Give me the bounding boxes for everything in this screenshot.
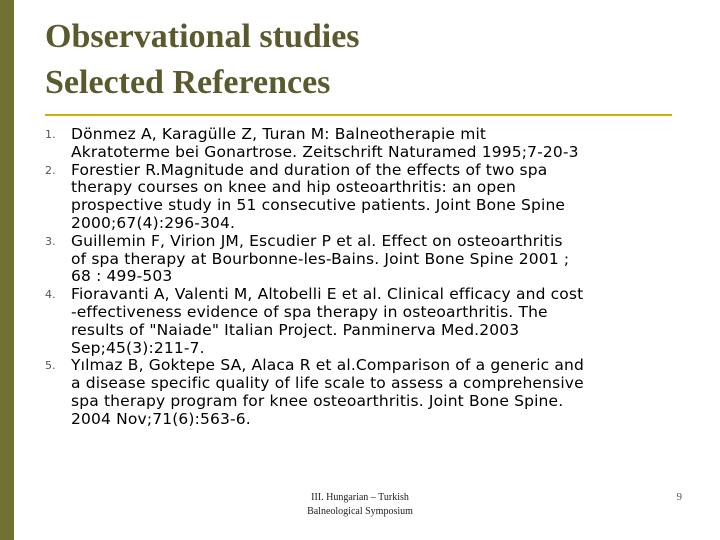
left-accent-bar <box>0 0 14 540</box>
footer-line-1: III. Hungarian – Turkish <box>311 492 409 503</box>
reference-text-line: Dönmez A, Karagülle Z, Turan M: Balneotherapie mit <box>71 125 487 143</box>
footer-line-2: Balneological Symposium <box>307 506 413 517</box>
reference-text-line: Forestier R.Magnitude and duration of the effects of two spa <box>71 160 548 179</box>
reference-text-line: 2004 Nov;71(6):563-6. <box>71 409 251 428</box>
reference-text-line: therapy courses on knee and hip osteoarthritis: an open <box>71 178 516 197</box>
reference-text-line: 2000;67(4):296-304. <box>71 213 236 232</box>
reference-number: 3. <box>45 234 56 248</box>
reference-text-line: -effectiveness evidence of spa therapy in osteoarthritis. The <box>71 302 548 321</box>
reference-text-line: Fioravanti A, Valenti M, Altobelli E et al. Clinical efficacy and cost <box>71 285 584 304</box>
reference-item-4 <box>45 286 675 357</box>
reference-number: 1. <box>45 128 56 141</box>
reference-number: 2. <box>45 163 56 177</box>
reference-item-2 <box>45 162 675 233</box>
reference-text-line: prospective study in 51 consecutive patients. Joint Bone Spine <box>71 196 566 215</box>
reference-text-line: a disease specific quality of life scale to assess a comprehensive <box>71 374 584 393</box>
reference-text-line: Guillemin F, Virion JM, Escudier P et al. Effect on osteoarthritis <box>71 231 563 250</box>
reference-text-line: Akratoterme bei Gonartrose. Zeitschrift Naturamed 1995;7-20-3 <box>71 142 579 161</box>
slide-title-line-1: Observational studies <box>45 18 360 55</box>
reference-list <box>45 126 675 429</box>
reference-text-line: Yılmaz B, Goktepe SA, Alaca R et al.Comparison of a generic and <box>71 356 585 375</box>
slide-title <box>45 14 685 106</box>
reference-text-line: of spa therapy at Bourbonne-les-Bains. Joint Bone Spine 2001 ; <box>71 249 570 268</box>
reference-item-1 <box>45 126 675 162</box>
reference-number: 4. <box>45 288 56 302</box>
reference-text-line: spa therapy program for knee osteoarthritis. Joint Bone Spine. <box>71 391 564 410</box>
footer-event-name <box>292 491 428 519</box>
reference-item-5 <box>45 357 675 428</box>
title-divider <box>45 114 672 116</box>
reference-text-line: 68 : 499-503 <box>71 267 173 286</box>
reference-text-line: results of "Naiade" Italian Project. Panminerva Med.2003 <box>71 320 520 339</box>
page-number: 9 <box>676 491 682 503</box>
reference-number: 5. <box>45 359 56 373</box>
reference-text-line: Sep;45(3):211-7. <box>71 338 205 357</box>
reference-item-3 <box>45 233 675 286</box>
slide-title-line-2: Selected References <box>45 64 331 101</box>
